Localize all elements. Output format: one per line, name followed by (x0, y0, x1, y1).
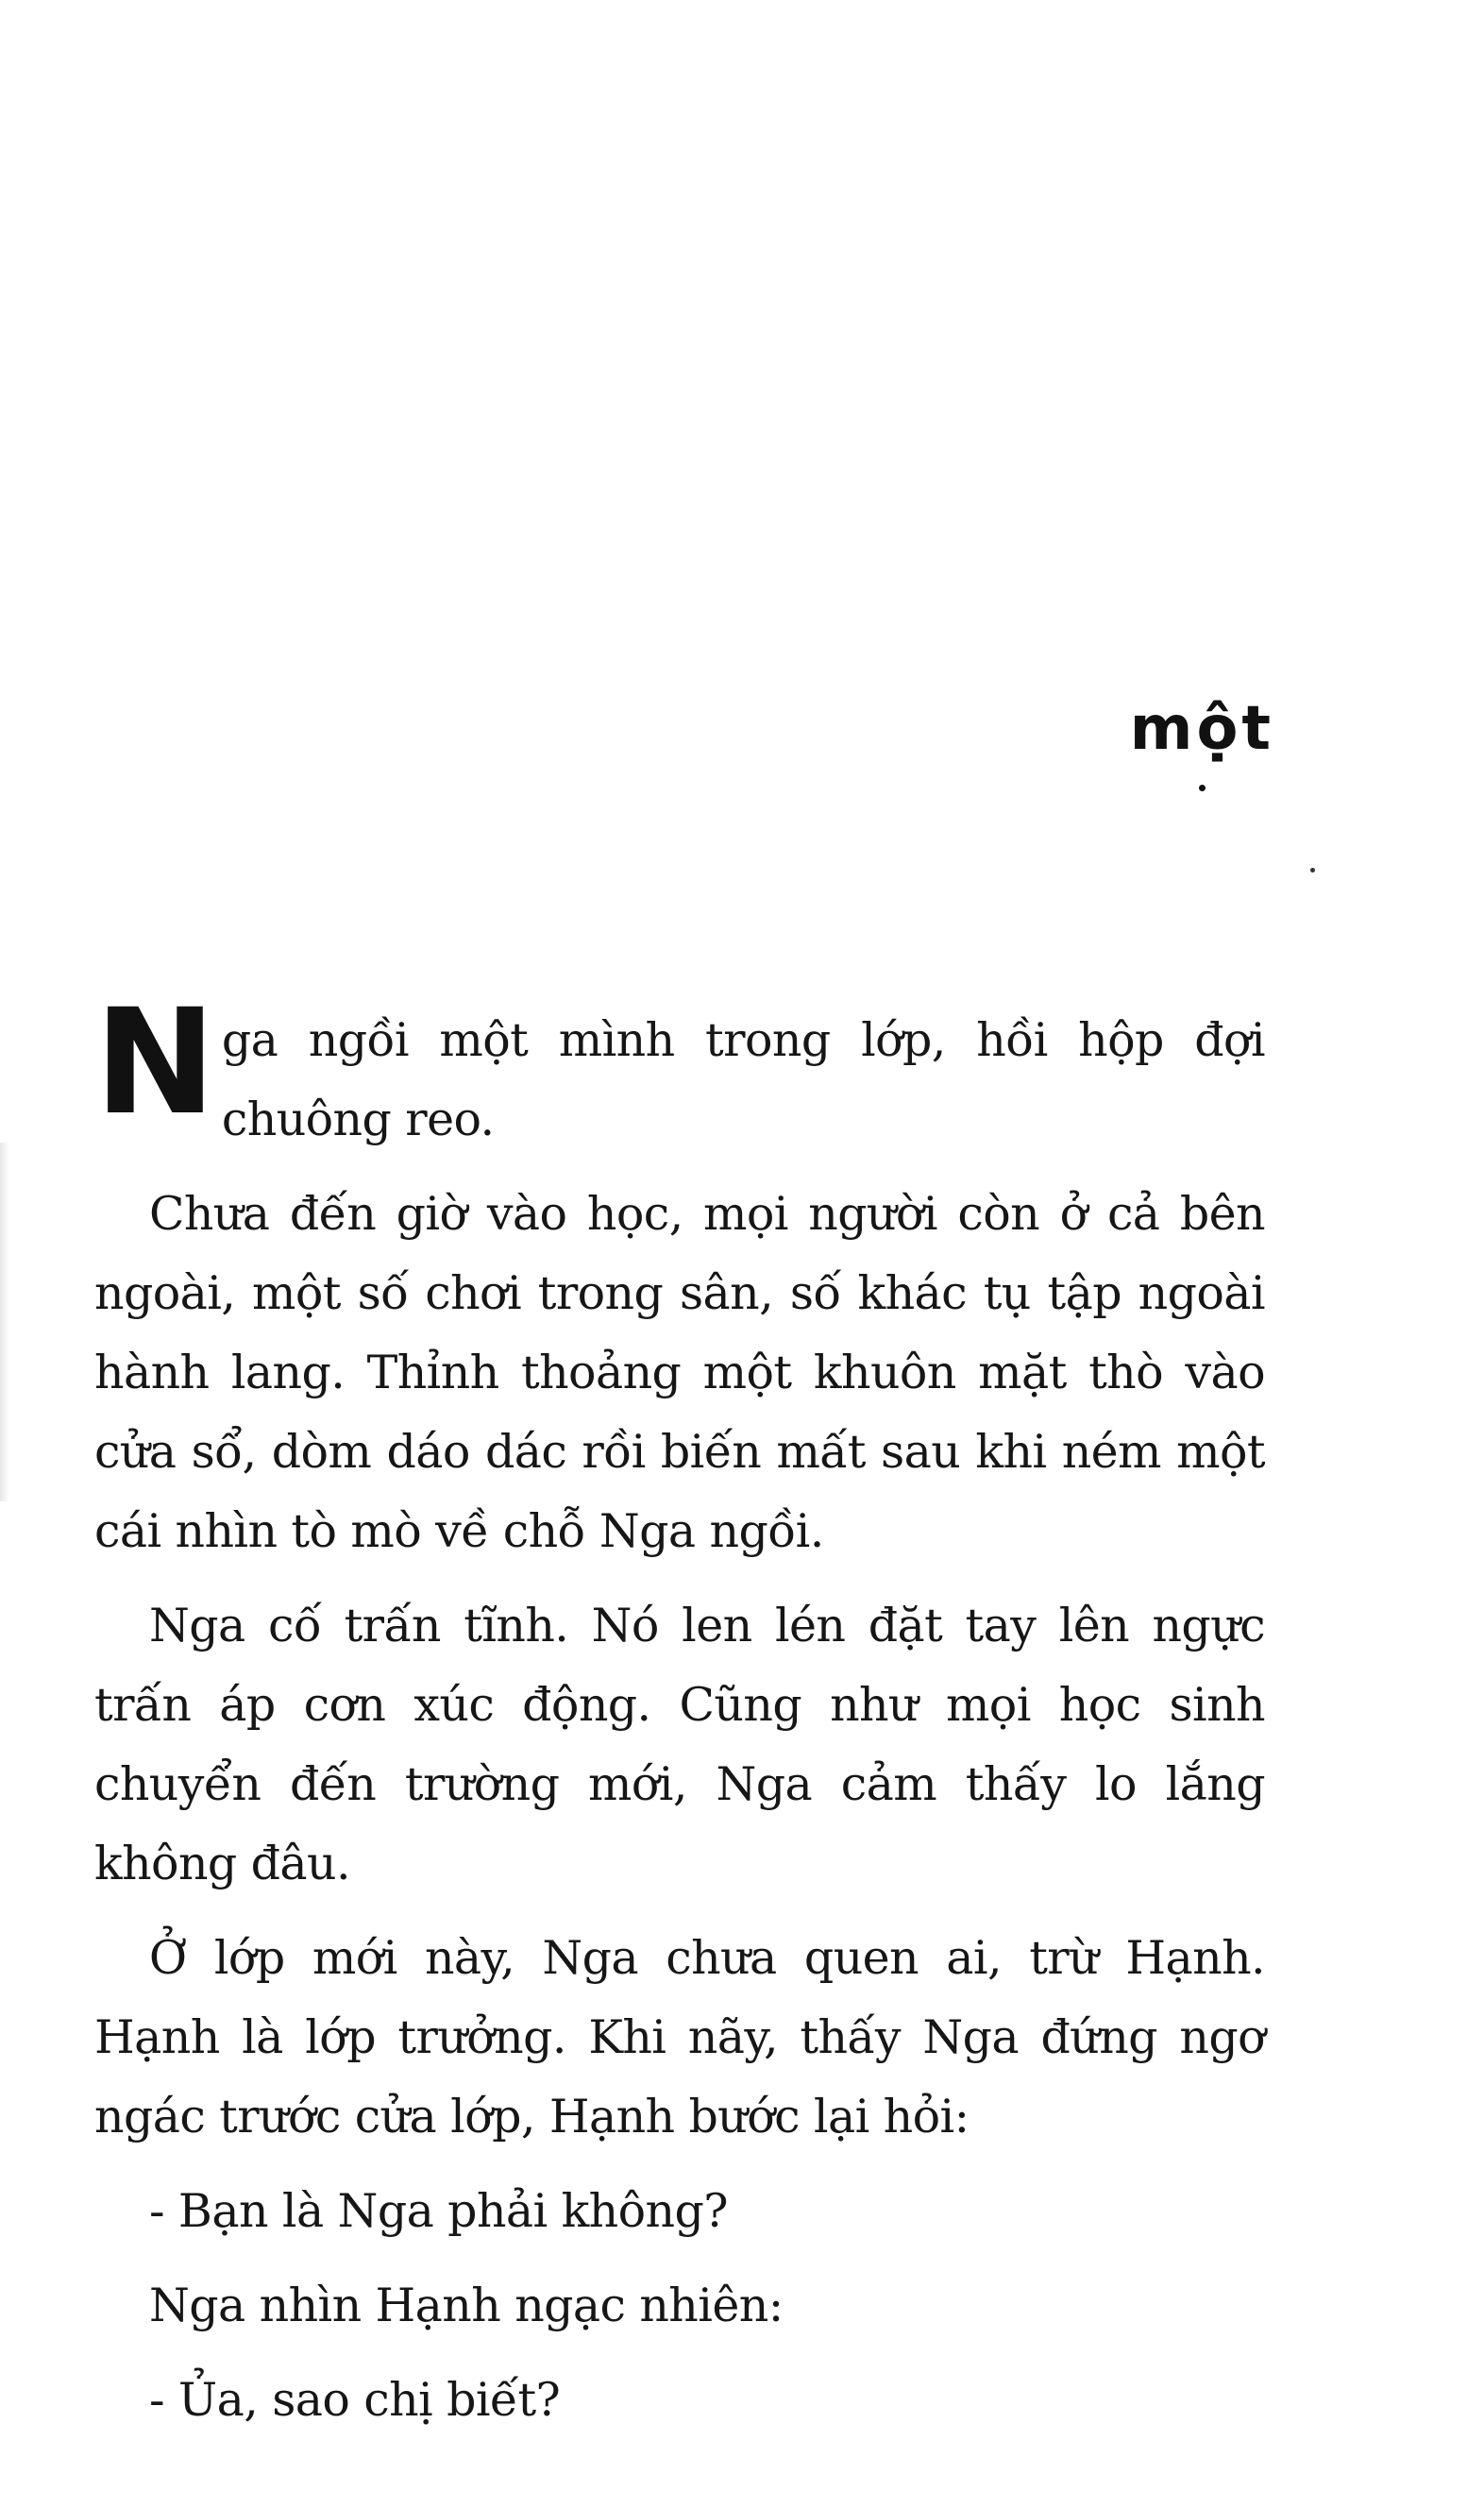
paragraph-4: Ở lớp mới này, Nga chưa quen ai, trừ Hạnh. Hạnh là lớp trưởng. Khi nãy, thấy Nga đứng ngơ ngác trước cửa lớp, Hạnh bước lại hỏi: (94, 1931, 1265, 2144)
dialogue-line-1: - Bạn là Nga phải không? (149, 2184, 728, 2238)
chapter-body (94, 978, 1265, 2455)
drop-cap: N (94, 978, 216, 1147)
dialogue-line-2: - Ủa, sao chị biết? (149, 2373, 561, 2427)
scan-edge-shadow (0, 1143, 9, 1501)
chapter-title-dot-ornament (1199, 785, 1206, 791)
paragraph-2: Chưa đến giờ vào học, mọi người còn ở cả bên ngoài, một số chơi trong sân, số khác tụ tập ngoài hành lang. Thỉnh thoảng một khuôn mặt thò vào cửa sổ, dòm dáo dác rồi biến mất sau khi ném một cái nhìn tò mò về chỗ Nga ngồi. (94, 1187, 1265, 1558)
print-speck (1310, 868, 1315, 873)
paragraph-1: ga ngồi một mình trong lớp, hồi hộp đợi chuông reo. (221, 1013, 1265, 1146)
chapter-title-text: một (1129, 694, 1274, 764)
chapter-title (1130, 694, 1274, 764)
paragraph-3: Nga cố trấn tĩnh. Nó len lén đặt tay lên ngực trấn áp cơn xúc động. Cũng như mọi học sinh chuyển đến trường mới, Nga cảm thấy lo lắng không đâu. (94, 1599, 1265, 1890)
narration-line: Nga nhìn Hạnh ngạc nhiên: (149, 2279, 784, 2332)
